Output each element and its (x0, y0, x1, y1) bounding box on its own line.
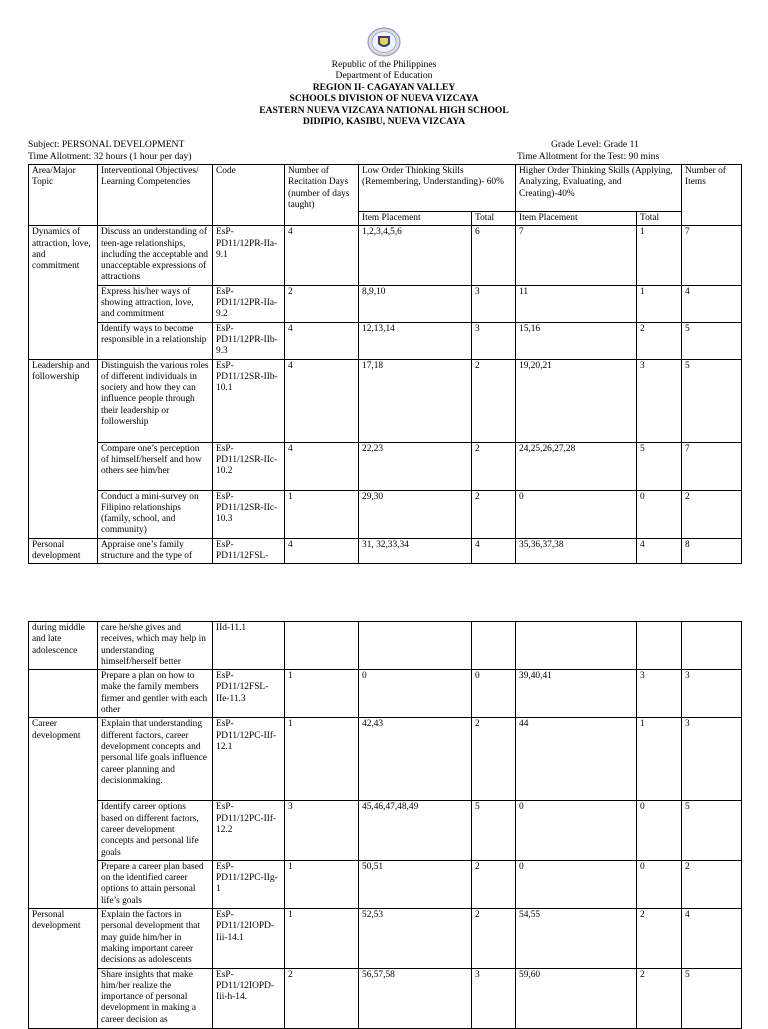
cell-area: Career development (29, 718, 98, 909)
cell-lots-items: 45,46,47,48,49 (359, 801, 472, 860)
cell-code: IId-11.1 (213, 622, 285, 670)
col-hots: Higher Order Thinking Skills (Applying, Analyzing, Evaluating, and Creating)-40% (516, 165, 682, 212)
cell-lots-items: 42,43 (359, 718, 472, 801)
cell-lots-total: 2 (472, 442, 516, 490)
cell-lots-items: 17,18 (359, 359, 472, 442)
test-time-label: Time Allotment for the Test: 90 mins (517, 150, 660, 162)
cell-items: 2 (682, 490, 742, 538)
cell-hots-items: 0 (516, 860, 637, 908)
subject-label: Subject: PERSONAL DEVELOPMENT (28, 139, 185, 150)
col-lots-total: Total (472, 212, 516, 226)
table-row (29, 968, 742, 1028)
table-row (29, 860, 742, 908)
table-row (29, 490, 742, 538)
table-row (29, 285, 742, 322)
cell-lots-items: 12,13,14 (359, 322, 472, 359)
header-line-school: EASTERN NUEVA VIZCAYA NATIONAL HIGH SCHOOL (259, 104, 509, 116)
cell-objective: care he/she gives and receives, which may help in understanding himself/herself better (98, 622, 213, 670)
cell-objective: Prepare a career plan based on the identified career options to attain personal life’s goals (98, 860, 213, 908)
cell-items: 3 (682, 718, 742, 801)
time-allotment-label: Time Allotment: 32 hours (1 hour per day) (28, 150, 192, 162)
cell-hots-total: 1 (637, 226, 682, 285)
cell-days: 2 (285, 285, 359, 322)
cell-days: 2 (285, 968, 359, 1028)
cell-items: 2 (682, 860, 742, 908)
cell-days: 1 (285, 670, 359, 718)
table-row (29, 359, 742, 442)
cell-days: 4 (285, 322, 359, 359)
table-row (29, 801, 742, 860)
cell-objective: Prepare a plan on how to make the family members firmer and gentler with each other (98, 670, 213, 718)
cell-items: 5 (682, 359, 742, 442)
cell-hots-total: 3 (637, 359, 682, 442)
cell-lots-total: 3 (472, 285, 516, 322)
tos-table-page1 (28, 164, 742, 564)
table-row (29, 622, 742, 670)
cell-items: 7 (682, 442, 742, 490)
cell-hots-total: 3 (637, 670, 682, 718)
cell-objective: Compare one’s perception of himself/herself and how others see him/her (98, 442, 213, 490)
cell-area: Personal development (29, 909, 98, 1028)
table-row (29, 670, 742, 718)
cell-hots-total: 2 (637, 909, 682, 968)
grade-meta (517, 139, 659, 162)
cell-items (682, 622, 742, 670)
cell-days: 1 (285, 718, 359, 801)
cell-lots-items: 31, 32,33,34 (359, 538, 472, 564)
cell-items: 5 (682, 322, 742, 359)
cell-code: EsP-PD11/12IOPD-Iii-14.1 (213, 909, 285, 968)
cell-items: 4 (682, 285, 742, 322)
cell-objective: Distinguish the various roles of different individuals in society and how they can influence people through their leadership or followership (98, 359, 213, 442)
cell-hots-items: 24,25,26,27,28 (516, 442, 637, 490)
cell-hots-total: 1 (637, 285, 682, 322)
cell-lots-total: 5 (472, 801, 516, 860)
cell-code: EsP-PD11/12SR-IIc-10.2 (213, 442, 285, 490)
col-hots-total: Total (637, 212, 682, 226)
cell-objective: Conduct a mini-survey on Filipino relationships (family, school, and community) (98, 490, 213, 538)
cell-area: Dynamics of attraction, love, and commitment (29, 226, 98, 359)
cell-days (285, 622, 359, 670)
tos-table-page2 (28, 621, 742, 1029)
cell-code: EsP-PD11/12FSL- (213, 538, 285, 564)
table-row (29, 322, 742, 359)
cell-lots-items: 29,30 (359, 490, 472, 538)
table-row (29, 226, 742, 285)
cell-hots-total: 0 (637, 490, 682, 538)
cell-hots-items: 0 (516, 490, 637, 538)
header-line-department: Department of Education (335, 70, 433, 82)
cell-days: 3 (285, 801, 359, 860)
cell-days: 4 (285, 538, 359, 564)
cell-code: EsP-PD11/12PR-IIa-9.1 (213, 226, 285, 285)
cell-objective: Explain that understanding different factors, career development concepts and personal life goals influence career planning and decisionmaking. (98, 718, 213, 801)
table-row (29, 538, 742, 564)
cell-hots-items: 59,60 (516, 968, 637, 1028)
cell-lots-total: 0 (472, 670, 516, 718)
cell-area: Personal development (29, 538, 98, 564)
col-lots: Low Order Thinking Skills (Remembering, Understanding)- 60% (359, 165, 516, 212)
page-break (0, 565, 768, 615)
cell-area (29, 670, 98, 718)
page2-rows (29, 622, 742, 1029)
cell-hots-total (637, 622, 682, 670)
cell-lots-items: 50,51 (359, 860, 472, 908)
cell-hots-total: 1 (637, 718, 682, 801)
cell-code: EsP-PD11/12PR-IIb-9.3 (213, 322, 285, 359)
cell-lots-total: 2 (472, 359, 516, 442)
cell-hots-items: 11 (516, 285, 637, 322)
cell-days: 4 (285, 226, 359, 285)
cell-items: 8 (682, 538, 742, 564)
subject-meta (28, 139, 192, 162)
table-row (29, 909, 742, 968)
cell-hots-total: 2 (637, 968, 682, 1028)
cell-lots-items (359, 622, 472, 670)
col-items: Number of Items (682, 165, 742, 226)
cell-lots-total: 3 (472, 968, 516, 1028)
col-hots-placement: Item Placement (516, 212, 637, 226)
cell-objective: Express his/her ways of showing attraction, love, and commitment (98, 285, 213, 322)
cell-hots-items: 0 (516, 801, 637, 860)
cell-hots-items: 7 (516, 226, 637, 285)
cell-hots-items (516, 622, 637, 670)
cell-lots-total: 3 (472, 322, 516, 359)
cell-lots-total: 2 (472, 718, 516, 801)
cell-lots-total: 6 (472, 226, 516, 285)
cell-code: EsP-PD11/12PC-IIg-1 (213, 860, 285, 908)
header-line-region: REGION II- CAGAYAN VALLEY (312, 81, 456, 93)
cell-days: 1 (285, 909, 359, 968)
cell-days: 4 (285, 359, 359, 442)
cell-objective: Share insights that make him/her realize the importance of personal development in making a career decision as (98, 968, 213, 1028)
cell-items: 4 (682, 909, 742, 968)
cell-items: 5 (682, 968, 742, 1028)
cell-objective: Identify ways to become responsible in a relationship (98, 322, 213, 359)
cell-items: 5 (682, 801, 742, 860)
cell-hots-total: 4 (637, 538, 682, 564)
cell-lots-total (472, 622, 516, 670)
cell-area: during middle and late adolescence (29, 622, 98, 670)
cell-days: 1 (285, 860, 359, 908)
table-row (29, 718, 742, 801)
cell-hots-items: 39,40,41 (516, 670, 637, 718)
header-row (29, 165, 742, 212)
cell-hots-total: 0 (637, 801, 682, 860)
cell-lots-items: 52,53 (359, 909, 472, 968)
deped-seal-icon (367, 27, 401, 57)
grade-level-label: Grade Level: Grade 11 (551, 139, 639, 150)
cell-lots-items: 56,57,58 (359, 968, 472, 1028)
col-days: Number of Recitation Days (number of days taught) (285, 165, 359, 226)
cell-items: 3 (682, 670, 742, 718)
cell-lots-total: 4 (472, 538, 516, 564)
col-area: Area/Major Topic (29, 165, 98, 226)
cell-days: 4 (285, 442, 359, 490)
cell-hots-items: 15,16 (516, 322, 637, 359)
cell-hots-total: 2 (637, 322, 682, 359)
cell-area: Leadership and followership (29, 359, 98, 538)
cell-lots-items: 1,2,3,4,5,6 (359, 226, 472, 285)
cell-lots-total: 2 (472, 909, 516, 968)
header-line-republic: Republic of the Philippines (331, 59, 437, 70)
cell-lots-items: 0 (359, 670, 472, 718)
cell-objective: Identify career options based on different factors, career development concepts and personal life goals (98, 801, 213, 860)
document-header (0, 27, 768, 127)
col-objectives: Interventional Objectives/ Learning Competencies (98, 165, 213, 226)
header-line-division: SCHOOLS DIVISION OF NUEVA VIZCAYA (289, 93, 479, 105)
cell-code: EsP-PD11/12PR-IIa-9.2 (213, 285, 285, 322)
cell-lots-total: 2 (472, 490, 516, 538)
cell-code: EsP-PD11/12SR-IIb-10.1 (213, 359, 285, 442)
cell-code: EsP-PD11/12SR-IIc-10.3 (213, 490, 285, 538)
cell-code: EsP-PD11/12PC-IIf-12.1 (213, 718, 285, 801)
cell-code: EsP-PD11/12FSL-IIe-11.3 (213, 670, 285, 718)
cell-lots-items: 22,23 (359, 442, 472, 490)
cell-hots-items: 19,20,21 (516, 359, 637, 442)
cell-items: 7 (682, 226, 742, 285)
header-line-address: DIDIPIO, KASIBU, NUEVA VIZCAYA (302, 116, 466, 128)
cell-objective: Discuss an understanding of teen-age relationships, including the acceptable and unacceptable expressions of attractions (98, 226, 213, 285)
cell-hots-total: 0 (637, 860, 682, 908)
cell-hots-items: 44 (516, 718, 637, 801)
col-lots-placement: Item Placement (359, 212, 472, 226)
col-code: Code (213, 165, 285, 226)
cell-code: EsP-PD11/12PC-IIf-12.2 (213, 801, 285, 860)
cell-code: EsP-PD11/12IOPD-Iii-h-14. (213, 968, 285, 1028)
cell-objective: Explain the factors in personal development that may guide him/her in making important career decisions as adolescents (98, 909, 213, 968)
cell-days: 1 (285, 490, 359, 538)
table-row (29, 442, 742, 490)
cell-lots-items: 8,9,10 (359, 285, 472, 322)
page1-rows (29, 226, 742, 564)
cell-hots-items: 35,36,37,38 (516, 538, 637, 564)
cell-lots-total: 2 (472, 860, 516, 908)
cell-hots-total: 5 (637, 442, 682, 490)
cell-hots-items: 54,55 (516, 909, 637, 968)
cell-objective: Appraise one’s family structure and the type of (98, 538, 213, 564)
